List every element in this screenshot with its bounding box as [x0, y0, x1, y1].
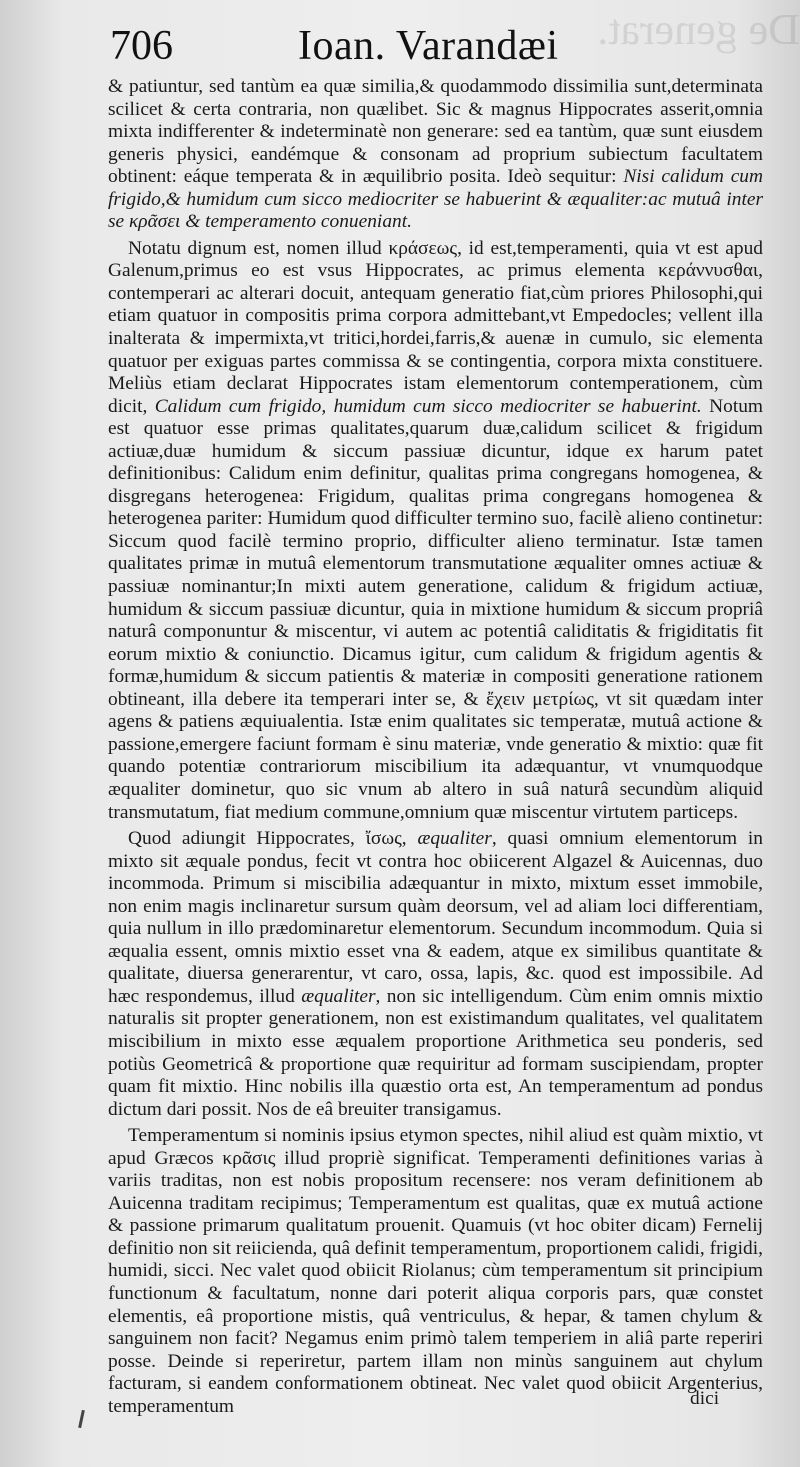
text-run: Notum est quatuor esse primas qualitates,quarum duæ,calidum scilicet & frigidum actiuæ,duæ humidum & siccum passiuæ dicuntur, idque ex harum patet definitionibus: Calidum enim definitur, qualitas prima congregans homogenea, & disgregans heterogenea: Frigidum, qualitas prima congregans homogenea & heterogenea pariter: Humidum quod difficulter termino suo, facilè alieno continetur: Siccum quod facilè termino proprio, difficulter alieno terminatur. Istæ tamen qualitates primæ in mutuâ elementorum transmutatione æqualiter omnes actiuæ & passiuæ nominantur;In mixti autem generatione, calidum & frigidum actiuæ, humidum & siccum passiuæ dicuntur, quia in mixtione humidum & siccum propriâ naturâ componuntur & miscentur, vi autem ac potentiâ caliditatis & frigiditatis fit eorum mixtio & coniunctio. Dicamus igitur, cum calidum & frigidum agentis & formæ,humidum & siccum patientis & materiæ in compositi generatione rationem obtineant, illa debere ita temperari inter se, & ἔχειν μετρίως, vt sit quædam inter agens & patiens æquiualentia. Istæ enim qualitates sic temperatæ, mutuâ actione & passione,emergere faciunt formam è sinu materiæ, vnde generatio & mixtio: quæ fit quando potentiæ contrariorum miscibilium ita adæquantur, vt vnumquodque æqualiter dominetur, quo sic vnum ab altero in suâ naturâ secundùm aliquid transmutatum, fiat medium commune,omnium quæ miscentur virtutem particeps.: [108, 395, 763, 823]
italic-run: Nisi calidum cum frigido,& humidum cum sicco mediocriter se habuerint & æqualiter:ac mutuâ inter se κρᾶσει & temperamento conueniant.: [108, 166, 763, 233]
text-run: , quasi omnium elementorum in mixto sit æquale pondus, fecit vt contra hoc obiicerent Algazel & Auicennas, duo incommoda. Primum si miscibilia adæquantur in mixto, mixtum esset immobile, non enim magis inclinaretur sursum quàm deorsum, vel ad aliam loci differentiam, quia nullum in illo prædominaretur elementorum. Secundum incommodum. Quia si æqualia essent, omnis mixtio esset vna & eadem, atque ex similibus quantitate & qualitate, diuersa generarentur, vt caro, ossa, lapis, &c. quod est impossibile. Ad hæc respondemus, illud: [108, 828, 763, 1007]
italic-run: Calidum cum frigido, humidum cum sicco mediocriter se habuerint.: [154, 395, 702, 417]
text-run: Temperamentum si nominis ipsius etymon spectes, nihil aliud est quàm mixtio, vt apud Græcos κρᾶσις illud propriè significat. Temperamenti definitiones varias à variis traditas, non est nobis propositum recensere: nos veram definitionem ab Auicenna traditam recipimus; Temperamentum est qualitas, quæ ex mutuâ actione & passione primarum qualitatum prouenit. Quamuis (vt hoc obiter dicam) Fernelij definitio non sit reiicienda, quâ definit temperamentum, proportionem calidi, frigidi, humidi, sicci. Nec valet quod obiicit Riolanus; cùm temperamentum sit principium functionum & facultatum, nonne dari poterit aliqua corporis pars, quæ constet elementis, eâ proportione mistis, quâ ventriculus, & hepar, & tamen chylum & sanguinem non facit? Negamus enim primò talem temperiem in aliâ parte reperiri posse. Deinde si reperiretur, partem illam non minùs sanguinem aut chylum facturam, si eandem conformationem obtineat. Nec valet quod obiicit Argenterius, temperamentum: [108, 1125, 763, 1417]
bleed-through-text: De generat.: [597, 5, 800, 54]
paragraph-1: [108, 76, 763, 234]
text-run: & patiuntur, sed tantùm ea quæ similia,& quodammodo dissimilia sunt,determinata scilicet & certa contraria, non quælibet. Sic & magnus Hippocrates asserit,omnia mixta indifferenter & indeterminatè non generare: sed ea tantùm, quæ sunt eiusdem generis physici, eandémque & consonam ad proprium subiectum facultatem obtinent: eáque temperata & in æquilibrio posita. Ideò sequitur:: [108, 76, 763, 188]
page-number: 706: [110, 23, 173, 69]
running-head: Ioan. Varandæi: [298, 23, 559, 69]
paragraph-2: [108, 238, 763, 824]
text-run: Quod adiungit Hippocrates, ἴσως,: [128, 828, 418, 850]
paragraph-3: [108, 828, 763, 1121]
text-run: , non sic intelligendum. Cùm enim omnis mixtio naturalis sit propter generationem, non est existimandum qualitates, vel qualitatem miscibilium in mixto esse æqualem proportione Arithmetica seu ponderis, sed potiùs Geometricâ & proportione quæ requiritur ad formam suscipiendam, propter quam fit mixtio. Hinc nobilis illa quæstio orta est, An temperamentum ad pondus dictum dari possit. Nos de eâ breuiter transigamus.: [108, 985, 763, 1120]
text-run: Notatu dignum est, nomen illud κράσεως, id est,temperamenti, quia vt est apud Galenum,primus eo est vsus Hippocrates, ac primus elementa κεράννυσθαι, contemperari ac alterari docuit, antequam generatio fiat,cùm priores Philosophi,qui etiam quatuor in compositis prima corpora admittebant,vt Empedocles; vellent illa inalterata & impermixta,vt tritici,hordei,farris,& auenæ in cumulo, sic elementa quatuor per exiguas partes commissa & se contingentia, corpora mixta constituere. Meliùs etiam declarat Hippocrates istam elementorum contemperationem, cùm dicit,: [108, 237, 763, 417]
paragraph-4: [108, 1125, 763, 1418]
italic-run: æqualiter: [417, 828, 492, 850]
page-header: [0, 8, 800, 68]
italic-run: æqualiter: [301, 985, 376, 1007]
ink-mark: [78, 1410, 85, 1428]
body-text: [108, 76, 763, 1418]
catchword: dici: [690, 1388, 720, 1409]
